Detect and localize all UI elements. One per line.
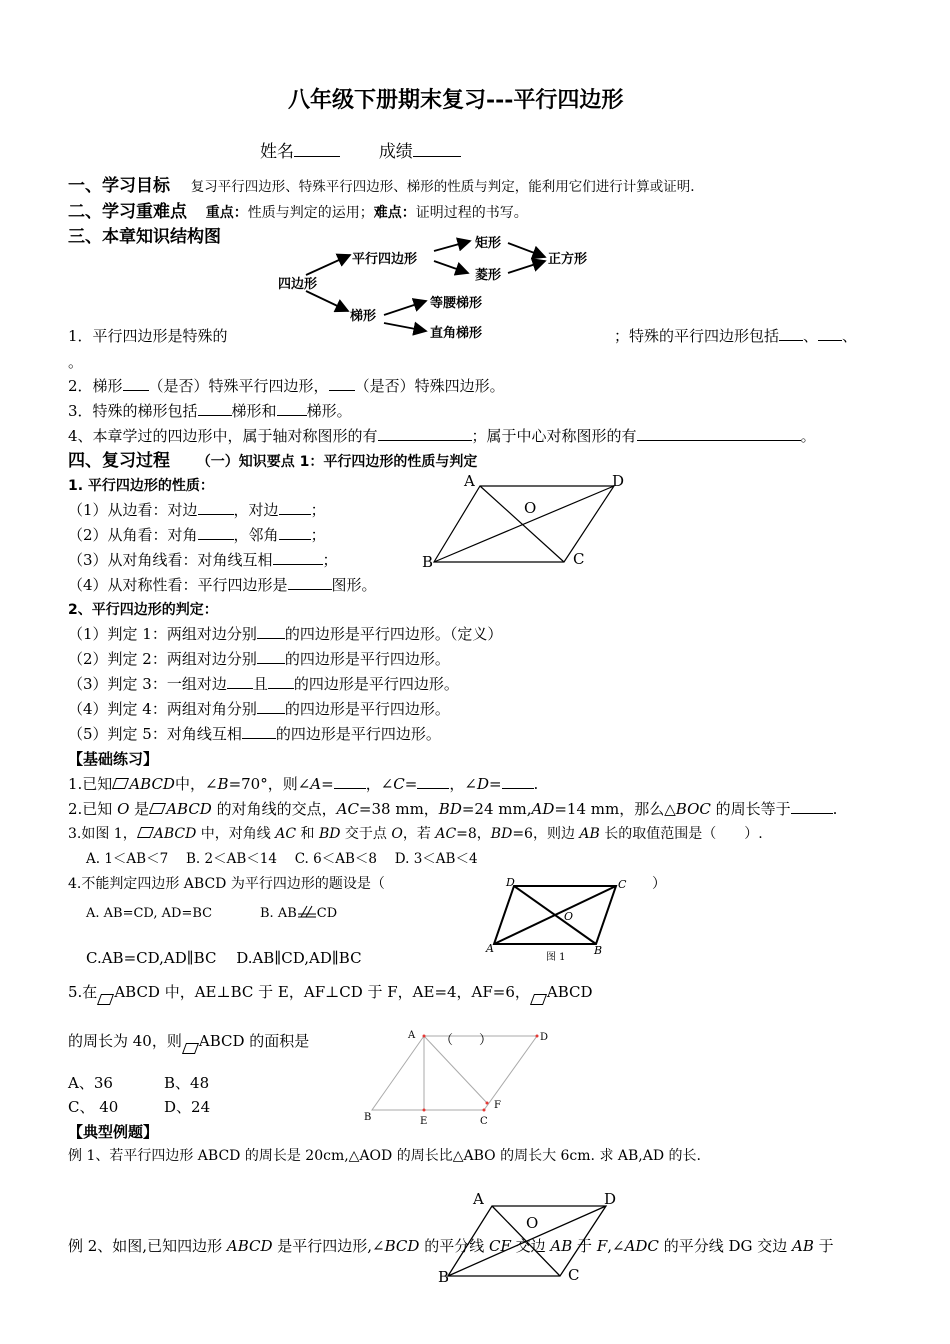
j3-text: （3）判定 3：一组对边 <box>68 675 227 693</box>
e1-t6: A <box>310 775 322 793</box>
e4b-t2: CD <box>316 906 338 921</box>
e4b-t1: B. AB <box>260 906 297 921</box>
fig1-label-O: O <box>564 910 574 923</box>
j2-blank[interactable] <box>257 649 285 664</box>
properties-heading: 1. 平行四边形的性质： <box>68 478 214 494</box>
knowledge-structure-chart <box>270 235 630 345</box>
q4-text-3: 。 <box>800 427 816 445</box>
e3-t11: =8， <box>456 826 491 842</box>
e3-t5: 和 <box>296 826 319 842</box>
e1-t11: ，∠ <box>449 775 477 793</box>
key-text: 性质与判定的运用； <box>247 205 374 221</box>
judgment-3 <box>68 674 459 694</box>
ex2-t7: 交边 <box>510 1237 551 1255</box>
fig1-label-A: A <box>486 942 494 955</box>
fig5-label-F: F <box>494 1100 501 1111</box>
e1-t7: = <box>321 775 334 793</box>
parallelogram-symbol-icon <box>530 994 547 1005</box>
judgment-1 <box>68 624 502 644</box>
q3-text-3: 梯形。 <box>306 402 352 420</box>
name-label: 姓名 <box>260 142 294 162</box>
e2-t5: 的对角线的交点， <box>211 800 337 818</box>
fig5-label-E: E <box>420 1116 428 1127</box>
p2-text: （2）从角看：对角 <box>68 526 198 544</box>
q4-text-2: ；属于中心对称图形的有 <box>471 427 637 445</box>
e1-t4: B <box>217 775 229 793</box>
score-blank[interactable] <box>413 142 461 157</box>
judgment-heading: 2、平行四边形的判定： <box>68 602 218 618</box>
p4-text: （4）从对称性看：平行四边形是 <box>68 576 288 594</box>
e3-t8: O <box>391 826 403 842</box>
j2-text-2: 的四边形是平行四边形。 <box>284 650 450 668</box>
ex2-t6: CF <box>488 1237 511 1255</box>
e3-t2: ABCD <box>153 826 197 842</box>
q3-blank-1[interactable] <box>198 401 232 416</box>
s3-q3 <box>68 401 352 421</box>
e5-t4: 的周长为 40，则 <box>68 1032 182 1050</box>
e2-t14: . <box>832 800 838 818</box>
q2-text-3: （是否）特殊四边形。 <box>354 377 505 395</box>
judgment-2 <box>68 649 450 669</box>
fig1-label-B: B <box>594 944 603 957</box>
p1-text-2: ，对边 <box>233 501 279 519</box>
ex2-t4: BCD <box>384 1237 420 1255</box>
e5-t2: ABCD 中，AE⊥BC 于 E，AF⊥CD 于 F，AE=4，AF=6， <box>114 983 530 1001</box>
p4-text-2: 图形。 <box>331 576 377 594</box>
q1-blank-2[interactable] <box>818 326 842 341</box>
q1-sep-2: 、 <box>842 327 858 345</box>
ex2-t8: AB <box>550 1237 573 1255</box>
page-title: 八年级下册期末复习---平行四边形 <box>288 87 624 113</box>
p2-blank-1[interactable] <box>198 525 234 540</box>
e2-t10: AD <box>531 800 555 818</box>
e3-t1: 3.如图 1， <box>68 826 137 842</box>
section-2-heading: 二、学习重难点 <box>68 202 187 222</box>
chart-node-quadrilateral: 四边形 <box>278 277 318 292</box>
q1-blank-1[interactable] <box>779 326 803 341</box>
chart-node-isosceles-trapezoid: 等腰梯形 <box>430 296 483 311</box>
section-4 <box>68 451 477 472</box>
e1-blank-2[interactable] <box>417 774 449 789</box>
s3-q2 <box>68 376 505 396</box>
chart-node-parallelogram: 平行四边形 <box>352 252 418 267</box>
e3-t13: =6，则边 <box>512 826 580 842</box>
judgment-5 <box>68 724 441 744</box>
judgment-4 <box>68 699 450 719</box>
e1-t14: . <box>533 775 539 793</box>
e5-t1: 5.在 <box>68 983 98 1001</box>
q1-text: 1．平行四边形是特殊的 <box>68 327 228 345</box>
e1-t13: = <box>488 775 502 793</box>
basic-practice-heading: 【基础练习】 <box>68 750 159 768</box>
e2-t2: O <box>117 800 130 818</box>
exercise-4: 4.不能判定四边形 ABCD 为平行四边形的题设是（ <box>68 876 385 892</box>
q3-blank-2[interactable] <box>277 401 307 416</box>
exercise-2 <box>68 799 837 819</box>
ex2-t3: 是平行四边形,∠ <box>272 1237 385 1255</box>
parallelogram-symbol-icon <box>112 778 129 789</box>
q4-blank-2[interactable] <box>637 426 801 441</box>
q3-text-2: 梯形和 <box>231 402 277 420</box>
e3-t7: 交于点 <box>340 826 392 842</box>
e1-blank-1[interactable] <box>334 774 366 789</box>
exercise-4-option-a: A. AB=CD, AD=BC <box>86 906 213 921</box>
fig1-caption: 图 1 <box>546 952 566 963</box>
e2-t11: =14 mm，那么△ <box>554 800 676 818</box>
ex2-t2: ABCD <box>226 1237 273 1255</box>
property-4 <box>68 575 377 595</box>
p1-blank-2[interactable] <box>279 500 311 515</box>
section-4-heading: 四、复习过程 <box>68 451 170 471</box>
chart-node-right-trapezoid: 直角梯形 <box>430 326 483 341</box>
e3-t10: AC <box>435 826 457 842</box>
fig-label-B: B <box>422 553 434 571</box>
parallelogram-symbol-icon <box>149 803 166 814</box>
name-score-line <box>260 141 461 163</box>
fig-label-A: A <box>464 472 475 490</box>
parallel-equal-icon <box>297 905 317 919</box>
e1-t8: ，∠ <box>365 775 394 793</box>
exercise-5-line-2 <box>68 1031 309 1054</box>
e1-t1: 1.已知 <box>68 775 113 793</box>
j1-blank[interactable] <box>257 624 285 639</box>
exercise-3-options: A. 1＜AB＜7 B. 2＜AB＜14 C. 6＜AB＜8 D. 3＜AB＜4 <box>86 851 478 867</box>
fig5-label-A: A <box>408 1030 416 1041</box>
key-label: 重点： <box>205 205 248 221</box>
fig5-label-B: B <box>364 1112 372 1123</box>
j5-blank[interactable] <box>242 724 276 739</box>
e2-t4: ABCD <box>166 800 212 818</box>
ex2-t14: AB <box>792 1237 814 1255</box>
difficulty-text: 证明过程的书写。 <box>415 205 528 221</box>
ex2-t1: 例 2、如图,已知四边形 <box>68 1237 227 1255</box>
ex2-label-D: D <box>604 1190 617 1208</box>
exercise-1 <box>68 774 538 794</box>
p2-text-3: ； <box>310 526 326 544</box>
ex2-t15: 于 <box>813 1237 834 1255</box>
figure-1 <box>484 874 627 966</box>
chart-node-square: 正方形 <box>548 252 588 267</box>
ex2-t11: ,∠ <box>607 1237 625 1255</box>
fig-label-D: D <box>612 472 625 490</box>
s3-q4 <box>68 426 816 446</box>
parallelogram-figure <box>420 472 640 572</box>
p3-blank[interactable] <box>273 550 323 565</box>
e1-t5: =70°，则∠ <box>228 775 311 793</box>
p2-text-2: ，邻角 <box>233 526 279 544</box>
s3-q1-right <box>614 326 857 346</box>
exercise-5-opt-d: D、24 <box>164 1098 211 1116</box>
exercise-4-option-b <box>260 904 337 924</box>
fig-label-O: O <box>524 499 537 517</box>
e3-t15: 长的取值范围是（ ）. <box>599 826 763 842</box>
p3-text: （3）从对角线看：对角线互相 <box>68 551 273 569</box>
parallelogram-symbol-icon <box>137 827 154 838</box>
ex2-label-C: C <box>568 1266 580 1284</box>
e3-t4: AC <box>275 826 297 842</box>
j1-text-2: 的四边形是平行四边形。（定义） <box>284 625 503 643</box>
ex2-t9: 于 <box>572 1237 597 1255</box>
ex2-label-O: O <box>526 1214 539 1232</box>
parallelogram-symbol-icon <box>97 994 114 1005</box>
e3-t14: AB <box>579 826 600 842</box>
section-1-text: 复习平行四边形、特殊平行四边形、梯形的性质与判定，能利用它们进行计算或证明. <box>190 179 695 195</box>
q4-blank-1[interactable] <box>378 426 472 441</box>
e2-t3: 是 <box>129 800 150 818</box>
q2-text-2: （是否）特殊平行四边形， <box>148 377 329 395</box>
exercise-3 <box>68 824 763 844</box>
ex2-t13: 的平分线 DG 交边 <box>658 1237 793 1255</box>
e1-blank-3[interactable] <box>502 774 534 789</box>
j3-blank-2[interactable] <box>268 674 294 689</box>
q1-sep-1: 、 <box>803 327 819 345</box>
chart-node-rhombus: 菱形 <box>475 268 502 283</box>
e1-t10: = <box>404 775 418 793</box>
exercise-4-close: ） <box>652 876 666 892</box>
e2-t9: =24 mm, <box>461 800 532 818</box>
exercise-5 <box>68 982 593 1005</box>
s3-q1-end: 。 <box>68 353 84 371</box>
ex2-label-A: A <box>473 1190 484 1208</box>
j3-text-3: 的四边形是平行四边形。 <box>293 675 459 693</box>
exercise-5-answer-parens: （ ） <box>440 1033 493 1048</box>
e3-t3: 中，对角线 <box>196 826 276 842</box>
q4-text-1: 4、本章学过的四边形中，属于轴对称图形的有 <box>68 427 378 445</box>
p1-blank-1[interactable] <box>198 500 234 515</box>
section-2 <box>68 202 528 223</box>
j4-text-2: 的四边形是平行四边形。 <box>284 700 450 718</box>
p1-text-3: ； <box>310 501 326 519</box>
e2-t13: 的周长等于 <box>710 800 791 818</box>
e5-t3: ABCD <box>546 983 593 1001</box>
fig5-label-D: D <box>540 1032 549 1043</box>
p1-text: （1）从边看：对边 <box>68 501 198 519</box>
property-2 <box>68 525 326 545</box>
p2-blank-2[interactable] <box>279 525 311 540</box>
section-1-heading: 一、学习目标 <box>68 176 170 196</box>
q3-text-1: 3．特殊的梯形包括 <box>68 402 198 420</box>
q2-blank-1[interactable] <box>123 376 149 391</box>
e2-t6: AC <box>336 800 359 818</box>
exercise-4-options-cd: C.AB=CD,AD∥BC D.AB∥CD,AD∥BC <box>86 949 362 967</box>
ex2-t5: 的平分线 <box>419 1237 489 1255</box>
j1-text: （1）判定 1：两组对边分别 <box>68 625 257 643</box>
e2-t1: 2.已知 <box>68 800 118 818</box>
j2-text: （2）判定 2：两组对边分别 <box>68 650 257 668</box>
chart-node-rectangle: 矩形 <box>475 236 502 251</box>
ex2-t12: ADC <box>624 1237 659 1255</box>
q2-text-1: 2．梯形 <box>68 377 123 395</box>
example-2 <box>68 1236 834 1256</box>
exercise-5-figure <box>362 1028 562 1128</box>
parallelogram-symbol-icon <box>182 1043 199 1054</box>
property-1 <box>68 500 326 520</box>
e3-t12: BD <box>490 826 513 842</box>
property-3 <box>68 550 338 570</box>
section-4-sub: （一）知识要点 1：平行四边形的性质与判定 <box>196 454 478 470</box>
j3-text-2: 且 <box>252 675 268 693</box>
difficulty-label: 难点： <box>373 205 416 221</box>
section-1 <box>68 176 695 197</box>
j4-blank[interactable] <box>257 699 285 714</box>
e2-blank[interactable] <box>791 799 833 814</box>
exercise-5-opt-a: A、36 <box>68 1074 113 1092</box>
examples-heading: 【典型例题】 <box>68 1123 159 1141</box>
e2-t7: =38 mm， <box>358 800 439 818</box>
j3-blank-1[interactable] <box>227 674 253 689</box>
j4-text: （4）判定 4：两组对角分别 <box>68 700 257 718</box>
section-3-heading: 三、本章知识结构图 <box>68 227 221 247</box>
ex2-label-B: B <box>438 1268 450 1286</box>
p3-text-2: ； <box>322 551 338 569</box>
p4-blank[interactable] <box>288 575 332 590</box>
name-blank[interactable] <box>294 142 340 157</box>
e2-t8: BD <box>438 800 462 818</box>
q2-blank-2[interactable] <box>329 376 355 391</box>
e1-t9: C <box>393 775 405 793</box>
e1-t2: ABCD <box>129 775 175 793</box>
e2-t12: BOC <box>675 800 711 818</box>
fig-label-C: C <box>573 550 585 568</box>
e3-t9: ，若 <box>402 826 436 842</box>
e1-t12: D <box>476 775 489 793</box>
s3-q1 <box>68 326 228 346</box>
ex2-t10: F <box>596 1237 608 1255</box>
score-label: 成绩 <box>378 142 413 162</box>
example-1: 例 1、若平行四边形 ABCD 的周长是 20cm,△AOD 的周长比△ABO 的周长大 6cm. 求 AB,AD 的长. <box>68 1148 701 1164</box>
e1-t3: 中，∠ <box>174 775 218 793</box>
chart-node-trapezoid: 梯形 <box>350 309 377 324</box>
e3-t6: BD <box>318 826 341 842</box>
j5-text: （5）判定 5：对角线互相 <box>68 725 242 743</box>
q1-text-2: ；特殊的平行四边形包括 <box>614 327 780 345</box>
exercise-5-opt-b: B、48 <box>164 1074 210 1092</box>
fig1-label-C: C <box>618 878 627 891</box>
j5-text-2: 的四边形是平行四边形。 <box>275 725 441 743</box>
exercise-5-opt-c: C、 40 <box>68 1098 119 1116</box>
fig5-label-C: C <box>480 1116 488 1127</box>
fig1-label-D: D <box>506 876 515 889</box>
e5-t5: ABCD 的面积是 <box>198 1032 310 1050</box>
